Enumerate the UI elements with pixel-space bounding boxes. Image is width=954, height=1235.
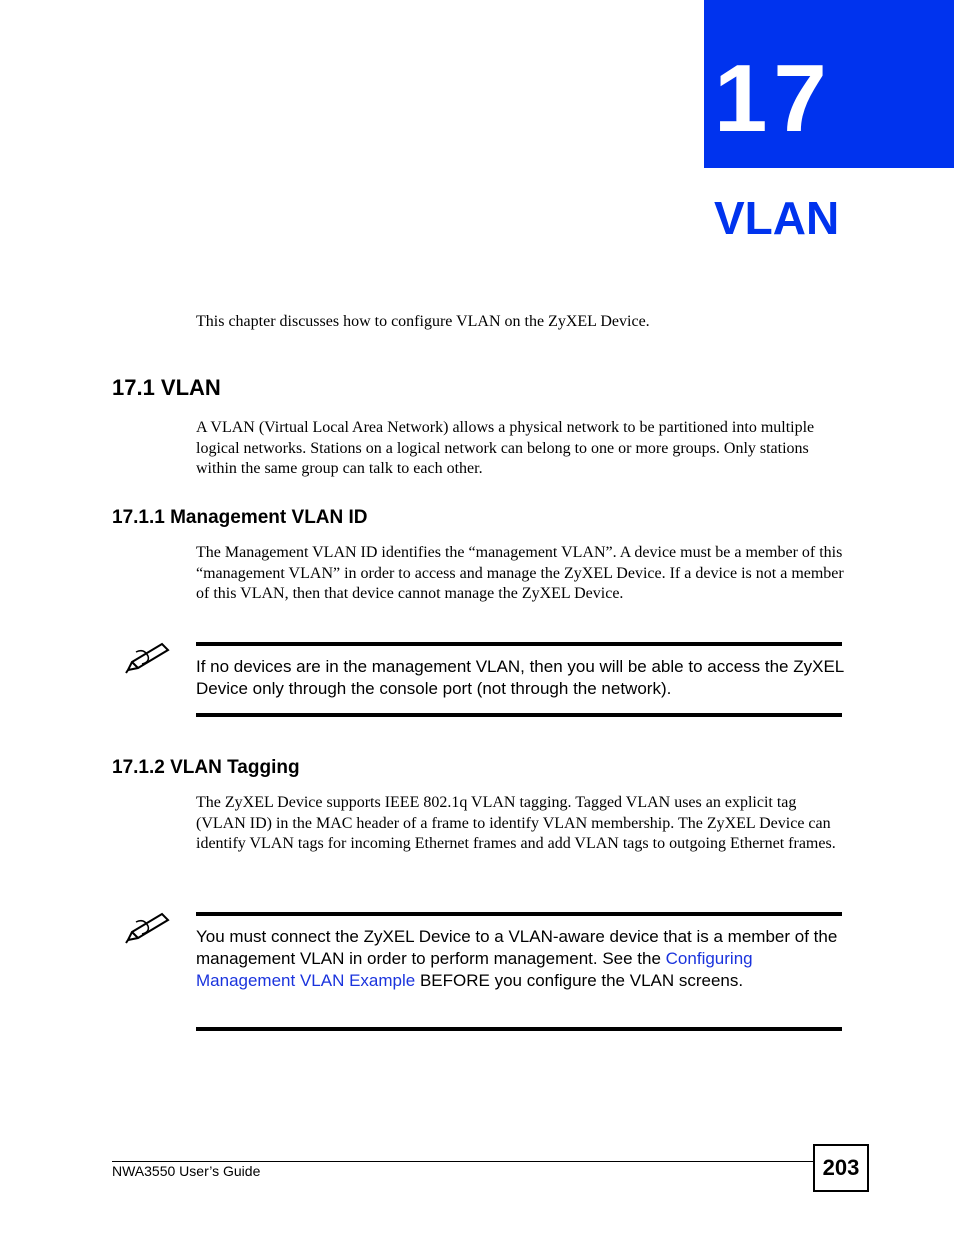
chapter-intro: This chapter discusses how to configure VLAN on the ZyXEL Device.	[196, 313, 650, 330]
note-bottom-rule	[196, 1027, 842, 1031]
note-text	[196, 926, 846, 992]
note-pencil-icon	[124, 640, 174, 674]
configuring-management-vlan-link[interactable]: Configuring Management VLAN Example	[196, 949, 753, 990]
section-body-17-1: A VLAN (Virtual Local Area Network) allows a physical network to be partitioned into multiple logical networks. Stations on a logical network can belong to one or more groups. Only stations within the same group can talk to each other.	[196, 419, 815, 477]
section-heading-17-1-1: 17.1.1 Management VLAN ID	[112, 507, 368, 528]
note-text-before: You must connect the ZyXEL Device to a VLAN-aware device that is a member of the management VLAN in order to perform management. See the	[196, 927, 838, 968]
note-top-rule	[196, 912, 842, 916]
section-heading-17-1-2: 17.1.2 VLAN Tagging	[112, 757, 300, 778]
page-number: 203	[813, 1144, 869, 1192]
section-body-17-1-1: The Management VLAN ID identifies the “management VLAN”. A device must be a member of this “management VLAN” in order to access and manage the ZyXEL Device. If a device is not a member of this VLAN, then that device cannot manage the ZyXEL Device.	[196, 544, 844, 602]
chapter-title: VLAN	[714, 192, 840, 244]
note-pencil-icon	[124, 910, 174, 944]
note-bottom-rule	[196, 713, 842, 717]
note-text: If no devices are in the management VLAN, then you will be able to access the ZyXEL Device only through the console port (not through the network).	[196, 657, 844, 698]
note-top-rule	[196, 642, 842, 646]
section-body-17-1-2: The ZyXEL Device supports IEEE 802.1q VLAN tagging. Tagged VLAN uses an explicit tag (VLAN ID) in the MAC header of a frame to identify VLAN membership. The ZyXEL Device can identify VLAN tags for incoming Ethernet frames and add VLAN tags to outgoing Ethernet frames.	[196, 794, 836, 852]
footer-guide-title: NWA3550 User’s Guide	[112, 1163, 261, 1179]
chapter-number: 17	[714, 45, 833, 152]
note-text-after: BEFORE you configure the VLAN screens.	[415, 971, 744, 990]
section-heading-17-1: 17.1 VLAN	[112, 375, 221, 400]
